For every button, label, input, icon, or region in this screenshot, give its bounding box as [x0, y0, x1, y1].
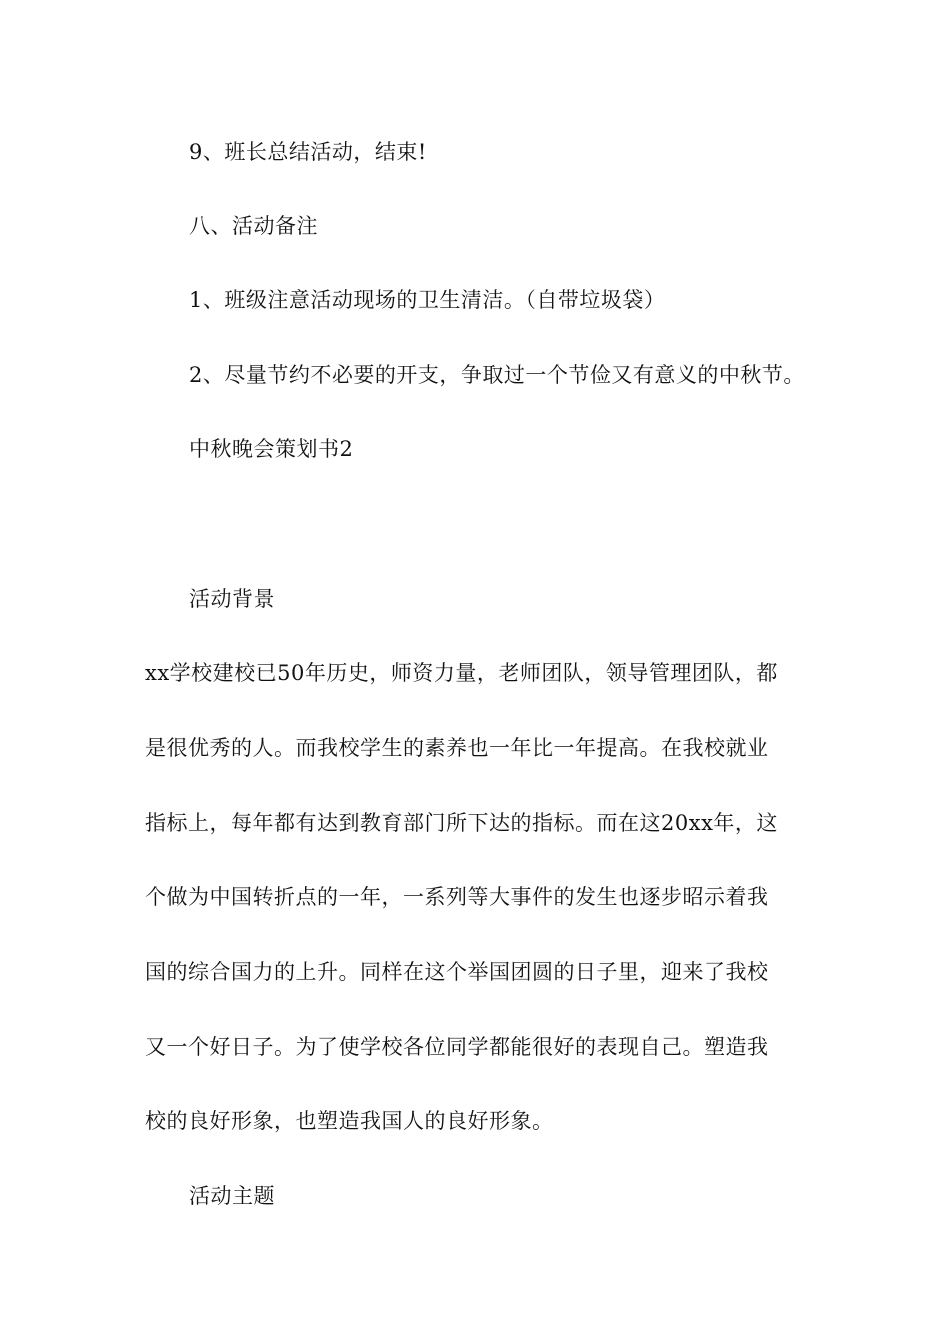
- note-2-text: 2、尽量节约不必要的开支，争取过一个节俭又有意义的中秋节。: [189, 363, 805, 387]
- paragraph-line: 国的综合国力的上升。同样在这个举国团圆的日子里，迎来了我校: [145, 960, 769, 984]
- background-heading: 活动背景: [189, 587, 275, 611]
- paragraph-line: 指标上，每年都有达到教育部门所下达的指标。而在这20xx年，这: [145, 811, 778, 835]
- paragraph-line: xx学校建校已50年历史，师资力量，老师团队，领导管理团队，都: [145, 661, 778, 685]
- paragraph-line: 是很优秀的人。而我校学生的素养也一年比一年提高。在我校就业: [145, 736, 769, 760]
- doc-title: 中秋晚会策划书2: [189, 437, 354, 461]
- paragraph-line: 又一个好日子。为了使学校各位同学都能很好的表现自己。塑造我: [145, 1035, 769, 1059]
- theme-heading: 活动主题: [189, 1184, 275, 1208]
- step-9-text: 9、班长总结活动，结束!: [189, 140, 427, 164]
- note-1-text: 1、班级注意活动现场的卫生清洁。（自带垃圾袋）: [189, 288, 666, 312]
- paragraph-line: 个做为中国转折点的一年，一系列等大事件的发生也逐步昭示着我: [145, 885, 769, 909]
- notes-heading: 八、活动备注: [189, 214, 318, 238]
- paragraph-line: 校的良好形象，也塑造我国人的良好形象。: [145, 1109, 554, 1133]
